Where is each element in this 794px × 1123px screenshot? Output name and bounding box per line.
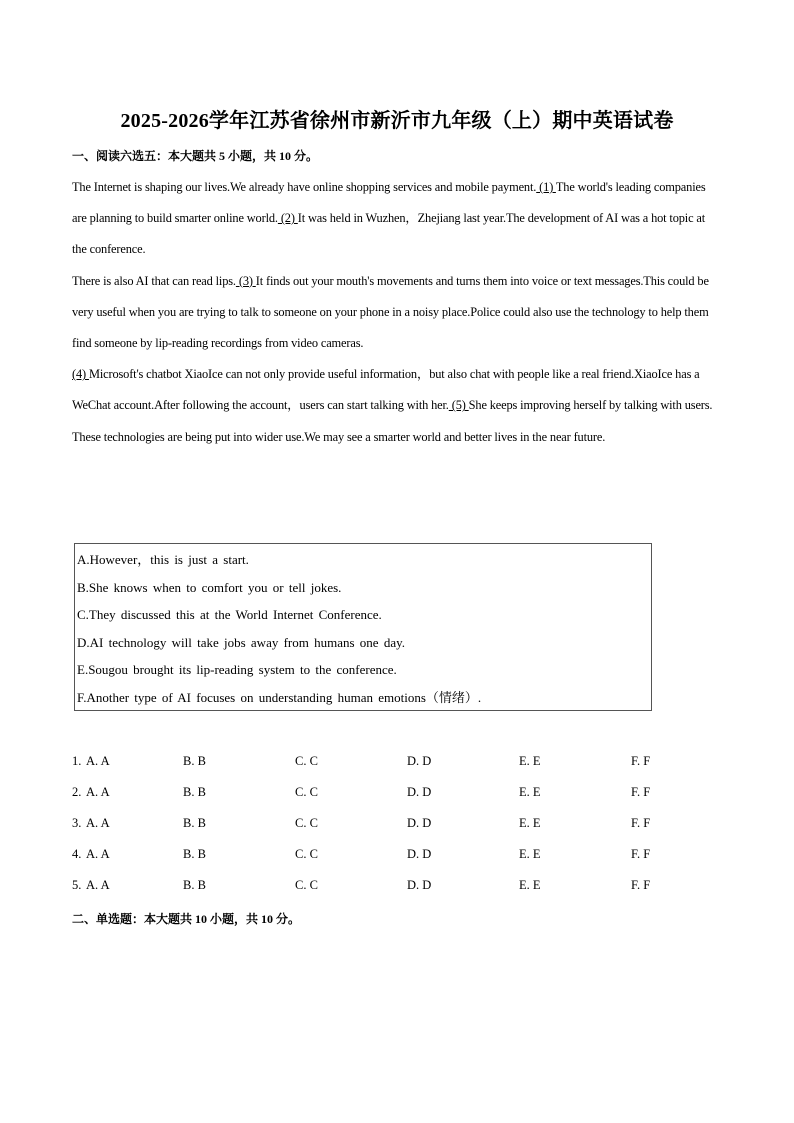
passage-text: It finds out your mouth's movements and turns them into voice or text messages.This could be very useful when you are trying to talk to someone on your phone in a noisy place.Police could also use the technology to help them find someone by lip-reading recordings from video cameras.	[72, 273, 709, 351]
answer-choices	[72, 749, 732, 904]
choice-a[interactable]: A. A	[86, 878, 110, 892]
choice-e[interactable]: E. E	[519, 847, 541, 861]
passage-text: Microsoft's chatbot XiaoIce can not only provide useful information，but also chat with people like a real friend.XiaoIce has a WeChat account.After following the account，users can start talking with her.	[72, 367, 700, 413]
question-number: 3.	[72, 816, 82, 830]
passage-text: It was held in Wuzhen，Zhejiang last year.The development of AI was a hot topic at the conference.	[72, 211, 706, 257]
option-d: D.AI technology will take jobs away from humans one day.	[77, 634, 406, 650]
section-heading-reading: 一、阅读六选五：本大题共 5 小题，共 10 分。	[72, 149, 319, 163]
option-f: F.Another type of AI focuses on understanding human emotions（情绪）.	[77, 689, 482, 705]
option-b: B.She knows when to comfort you or tell jokes.	[77, 579, 342, 595]
blank-3: (3)	[235, 273, 256, 288]
question-row-2	[72, 780, 732, 811]
choice-a[interactable]: A. A	[86, 847, 110, 861]
choice-e[interactable]: E. E	[519, 816, 541, 830]
passage-paragraph-3	[72, 359, 722, 421]
question-number: 5.	[72, 878, 82, 892]
option-e: E.Sougou brought its lip-reading system to the conference.	[77, 662, 397, 677]
question-row-1	[72, 749, 732, 780]
choice-e[interactable]: E. E	[519, 754, 541, 768]
option-c: C.They discussed this at the World Internet Conference.	[77, 607, 382, 622]
choice-d[interactable]: D. D	[407, 847, 432, 861]
choice-a[interactable]: A. A	[86, 785, 110, 799]
choice-b[interactable]: B. B	[183, 785, 206, 799]
passage-paragraph-4: These technologies are being put into wider use.We may see a smarter world and better lives in the near future.	[72, 429, 606, 444]
choice-f[interactable]: F. F	[631, 878, 651, 892]
blank-5: (5)	[448, 398, 469, 413]
page-title: 2025-2026学年江苏省徐州市新沂市九年级（上）期中英语试卷	[120, 110, 674, 132]
choice-c[interactable]: C. C	[295, 754, 318, 768]
choice-a[interactable]: A. A	[86, 816, 110, 830]
choice-f[interactable]: F. F	[631, 754, 651, 768]
choice-b[interactable]: B. B	[183, 878, 206, 892]
choice-e[interactable]: E. E	[519, 785, 541, 799]
passage-text: There is also AI that can read lips.	[72, 273, 236, 288]
question-row-3	[72, 811, 732, 842]
choice-c[interactable]: C. C	[295, 847, 318, 861]
passage-paragraph-1	[72, 172, 722, 266]
choice-d[interactable]: D. D	[407, 754, 432, 768]
section-heading-single-choice: 二、单选题：本大题共 10 小题，共 10 分。	[72, 912, 301, 926]
question-number: 4.	[72, 847, 82, 861]
option-a: A.However，this is just a start.	[77, 552, 249, 567]
choice-f[interactable]: F. F	[631, 816, 651, 830]
choice-f[interactable]: F. F	[631, 847, 651, 861]
choice-d[interactable]: D. D	[407, 878, 432, 892]
choice-c[interactable]: C. C	[295, 816, 318, 830]
options-box	[74, 543, 652, 711]
passage-text: She keeps improving herself by talking with users.	[468, 398, 713, 413]
choice-d[interactable]: D. D	[407, 816, 432, 830]
passage-text: The world's leading companies are planning to build smarter online world.	[72, 180, 706, 226]
reading-passage	[72, 172, 722, 453]
question-number: 2.	[72, 785, 82, 799]
choice-c[interactable]: C. C	[295, 785, 318, 799]
question-row-4	[72, 842, 732, 873]
choice-b[interactable]: B. B	[183, 847, 206, 861]
blank-1: (1)	[536, 180, 556, 194]
passage-paragraph-2	[72, 266, 722, 360]
choice-e[interactable]: E. E	[519, 878, 541, 892]
choice-b[interactable]: B. B	[183, 754, 206, 768]
question-number: 1.	[72, 754, 82, 768]
passage-text: The Internet is shaping our lives.We already have online shopping services and mobile payment.	[72, 180, 537, 194]
choice-c[interactable]: C. C	[295, 878, 318, 892]
choice-a[interactable]: A. A	[86, 754, 110, 768]
blank-4: (4)	[72, 367, 89, 382]
choice-d[interactable]: D. D	[407, 785, 432, 799]
blank-2: (2)	[277, 211, 298, 226]
choice-b[interactable]: B. B	[183, 816, 206, 830]
question-row-5	[72, 873, 732, 904]
choice-f[interactable]: F. F	[631, 785, 651, 799]
